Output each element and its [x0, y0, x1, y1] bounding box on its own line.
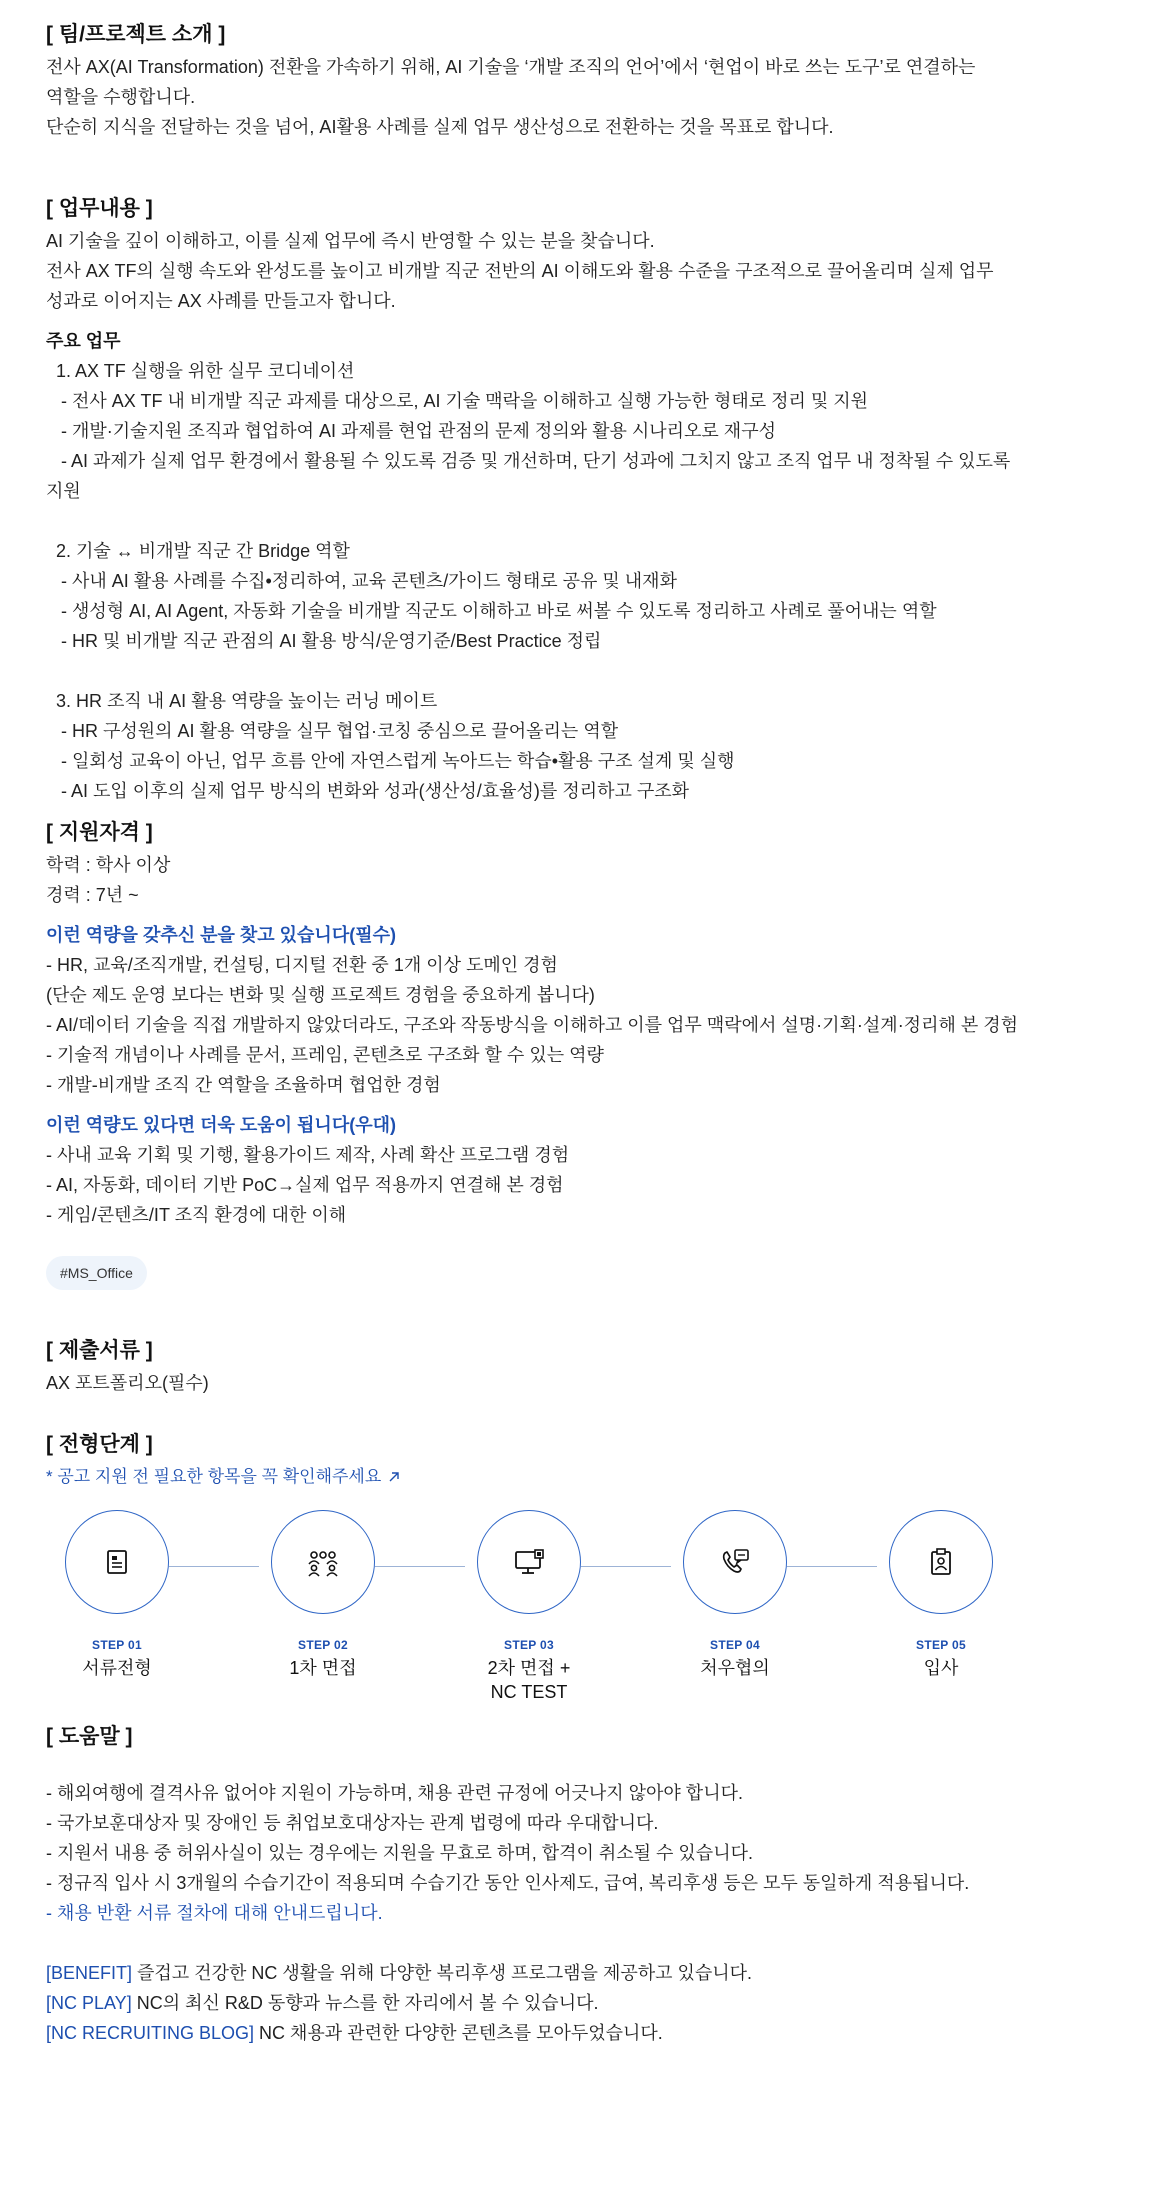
intro-line: 전사 AX(AI Transformation) 전환을 가속하기 위해, AI 기술을 ‘개발 조직의 언어’에서 ‘현업이 바로 쓰는 도구’로 연결하는	[46, 57, 976, 77]
required-item: - AI/데이터 기술을 직접 개발하지 않았더라도, 구조와 작동방식을 이해하고 이를 업무 맥락에서 설명·기획·설계·정리해 본 경험	[46, 1015, 1019, 1035]
section-title: [ 도움말 ]	[46, 1725, 133, 1748]
document-line: AX 포트폴리오(필수)	[46, 1373, 209, 1393]
duty-item: 1. AX TF 실행을 위한 실무 코디네이션	[46, 361, 355, 381]
preferred-title: 이런 역량도 있다면 더욱 도움이 됩니다(우대)	[46, 1115, 396, 1135]
duty-item: - 사내 AI 활용 사례를 수집•정리하여, 교육 콘텐츠/가이드 형태로 공유 및 내재화	[46, 571, 677, 591]
process-step	[861, 1510, 1021, 1680]
link-description: NC 채용과 관련한 다양한 콘텐츠를 모아두었습니다.	[254, 2023, 663, 2043]
process-step	[243, 1510, 403, 1680]
duty-item: - 전사 AX TF 내 비개발 직군 과제를 대상으로, AI 기술 맥락을 이해하고 실행 가능한 형태로 정리 및 지원	[46, 391, 869, 411]
tip-line: - 해외여행에 결격사유 없어야 지원이 가능하며, 채용 관련 규정에 어긋나지 않아야 합니다.	[46, 1783, 743, 1803]
process-section	[46, 1428, 1106, 1720]
duty-item: - HR 및 비개발 직군 관점의 AI 활용 방식/운영기준/Best Practice 정립	[46, 631, 602, 651]
preferred-item: - 사내 교육 기획 및 기행, 활용가이드 제작, 사례 확산 프로그램 경험	[46, 1145, 570, 1165]
duty-line: 전사 AX TF의 실행 속도와 완성도를 높이고 비개발 직군 전반의 AI 이해도와 활용 수준을 구조적으로 끌어올리며 실제 업무	[46, 261, 994, 281]
intro-line: 역할을 수행합니다.	[46, 87, 196, 107]
benefit-link[interactable]: [BENEFIT]	[46, 1963, 133, 1983]
team-intro-section	[46, 18, 1106, 142]
benefit-link-line	[46, 1958, 1106, 1988]
link-description: 즐겁고 건강한 NC 생활을 위해 다양한 복리후생 프로그램을 제공하고 있습니다.	[132, 1963, 753, 1983]
tip-line: - 국가보훈대상자 및 장애인 등 취업보호대상자는 관계 법령에 따라 우대합니다.	[46, 1813, 659, 1833]
process-notice-text: * 공고 지원 전 필요한 항목을 꼭 확인해주세요	[46, 1467, 382, 1486]
process-step	[655, 1510, 815, 1680]
skill-tag[interactable]: #MS_Office	[46, 1256, 147, 1290]
return-notice-link[interactable]: - 채용 반환 서류 절차에 대해 안내드립니다.	[46, 1903, 383, 1923]
document-icon	[102, 1547, 132, 1577]
required-item: - 기술적 개념이나 사례를 문서, 프레임, 콘텐츠로 구조화 할 수 있는 역량	[46, 1045, 604, 1065]
step-name: 처우협의	[700, 1658, 770, 1678]
step-circle	[65, 1510, 169, 1614]
step-circle	[271, 1510, 375, 1614]
process-steps	[46, 1510, 1046, 1720]
external-link-icon	[387, 1470, 401, 1484]
step-number: STEP 03	[504, 1638, 554, 1652]
phone-chat-icon	[719, 1547, 751, 1577]
step-name: 입사	[923, 1658, 959, 1678]
section-title: [ 전형단계 ]	[46, 1433, 153, 1456]
duty-item: - 개발·기술지원 조직과 협업하여 AI 과제를 현업 관점의 문제 정의와 활용 시나리오로 재구성	[46, 421, 776, 441]
step-name: 서류전형	[82, 1658, 152, 1678]
duty-line: 성과로 이어지는 AX 사례를 만들고자 합니다.	[46, 291, 396, 311]
tip-line: - 정규직 입사 시 3개월의 수습기간이 적용되며 수습기간 동안 인사제도, 급여, 복리후생 등은 모두 동일하게 적용됩니다.	[46, 1873, 970, 1893]
process-step	[37, 1510, 197, 1680]
process-step	[449, 1510, 609, 1704]
documents-section	[46, 1334, 1106, 1398]
link-description: NC의 최신 R&D 동향과 뉴스를 한 자리에서 볼 수 있습니다.	[131, 1993, 599, 2013]
intro-line: 단순히 지식을 전달하는 것을 넘어, AI활용 사례를 실제 업무 생산성으로 전환하는 것을 목표로 합니다.	[46, 117, 834, 137]
step-number: STEP 04	[710, 1638, 760, 1652]
ncplay-link-line	[46, 1988, 1106, 2018]
blog-link-line	[46, 2018, 1106, 2048]
step-name: 2차 면접 + NC TEST	[487, 1658, 571, 1702]
monitor-icon	[513, 1547, 545, 1577]
step-circle	[683, 1510, 787, 1614]
duty-section	[46, 192, 1106, 806]
required-item: (단순 제도 운영 보다는 변화 및 실행 프로젝트 경험을 중요하게 봅니다)	[46, 985, 595, 1005]
duty-item: - HR 구성원의 AI 활용 역량을 실무 협업·코칭 중심으로 끌어올리는 역할	[46, 721, 619, 741]
section-title: [ 업무내용 ]	[46, 197, 153, 220]
step-number: STEP 02	[298, 1638, 348, 1652]
step-number: STEP 01	[92, 1638, 142, 1652]
id-badge-icon	[926, 1547, 956, 1577]
people-icon	[306, 1547, 340, 1577]
required-title: 이런 역량을 갖추신 분을 찾고 있습니다(필수)	[46, 925, 396, 945]
qual-line: 경력 : 7년 ~	[46, 885, 139, 905]
duty-item: - AI 과제가 실제 업무 환경에서 활용될 수 있도록 검증 및 개선하며, 단기 성과에 그치지 않고 조직 업무 내 정착될 수 있도록	[46, 451, 1011, 471]
duty-line: AI 기술을 깊이 이해하고, 이를 실제 업무에 즉시 반영할 수 있는 분을 찾습니다.	[46, 231, 655, 251]
nc-play-link[interactable]: [NC PLAY]	[46, 1993, 132, 2013]
duty-item: - 일회성 교육이 아닌, 업무 흐름 안에 자연스럽게 녹아드는 학습•활용 구조 설계 및 실행	[46, 751, 735, 771]
step-circle	[889, 1510, 993, 1614]
duty-item: 2. 기술 ↔ 비개발 직군 간 Bridge 역할	[46, 541, 350, 561]
preferred-item: - 게임/콘텐츠/IT 조직 환경에 대한 이해	[46, 1205, 347, 1225]
section-title: [ 팀/프로젝트 소개 ]	[46, 23, 226, 46]
qual-line: 학력 : 학사 이상	[46, 855, 171, 875]
required-item: - 개발-비개발 조직 간 역할을 조율하며 협업한 경험	[46, 1075, 441, 1095]
job-description	[46, 18, 1106, 2048]
required-item: - HR, 교육/조직개발, 컨설팅, 디지털 전환 중 1개 이상 도메인 경험	[46, 955, 558, 975]
duty-item: - AI 도입 이후의 실제 업무 방식의 변화와 성과(생산성/효율성)를 정리하고 구조화	[46, 781, 690, 801]
duty-item: - 생성형 AI, AI Agent, 자동화 기술을 비개발 직군도 이해하고 바로 써볼 수 있도록 정리하고 사례로 풀어내는 역할	[46, 601, 937, 621]
process-notice-link[interactable]	[46, 1462, 401, 1492]
tips-section	[46, 1720, 1106, 2048]
step-circle	[477, 1510, 581, 1614]
duty-item: 3. HR 조직 내 AI 활용 역량을 높이는 러닝 메이트	[46, 691, 438, 711]
section-title: [ 제출서류 ]	[46, 1339, 153, 1362]
recruiting-blog-link[interactable]: [NC RECRUITING BLOG]	[46, 2023, 255, 2043]
section-title: [ 지원자격 ]	[46, 821, 153, 844]
step-number: STEP 05	[916, 1638, 966, 1652]
qualification-section	[46, 816, 1106, 1290]
duty-item: 지원	[46, 481, 81, 501]
preferred-item: - AI, 자동화, 데이터 기반 PoC→실제 업무 적용까지 연결해 본 경험	[46, 1175, 564, 1195]
tip-line: - 지원서 내용 중 허위사실이 있는 경우에는 지원을 무효로 하며, 합격이 취소될 수 있습니다.	[46, 1843, 753, 1863]
step-name: 1차 면접	[289, 1658, 357, 1678]
main-duty-title: 주요 업무	[46, 331, 121, 351]
